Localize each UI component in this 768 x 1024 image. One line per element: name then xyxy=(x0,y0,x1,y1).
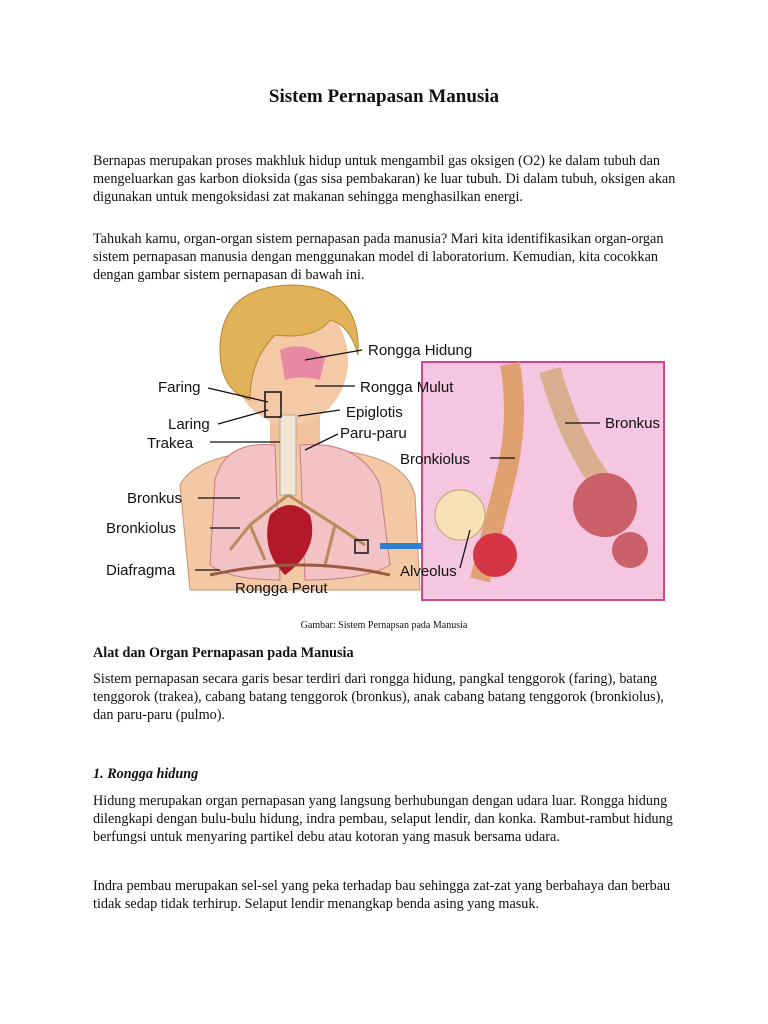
alveolus-inset xyxy=(422,362,664,600)
subsection-paragraph-1: Hidung merupakan organ pernapasan yang langsung berhubungan dengan udara luar. Rongga hidung dilengkapi dengan bulu-bulu hidung, indra pembau, selaput lendir, dan konka. Rambut-rambut hidung berfungsi untuk menyaring partikel debu atau kotoran yang masuk bersama udara. xyxy=(93,793,673,845)
label-rongga-mulut: Rongga Mulut xyxy=(360,379,454,396)
section-heading: Alat dan Organ Pernapasan pada Manusia xyxy=(93,645,354,661)
figure-caption: Gambar: Sistem Pernapsan pada Manusia xyxy=(300,620,468,631)
label-rongga-hidung: Rongga Hidung xyxy=(368,342,473,359)
intro-paragraph-2: Tahukah kamu, organ-organ sistem pernapasan pada manusia? Mari kita identifikasikan organ-organ sistem pernapasan manusia dengan menggunakan model di laboratorium. Kemudian, kita cocokkan dengan gambar sistem pernapasan di bawah ini. xyxy=(93,231,664,283)
label-alveolus: Alveolus xyxy=(400,563,457,580)
label-laring: Laring xyxy=(168,416,210,433)
label-rongga-perut: Rongga Perut xyxy=(235,580,328,597)
label-faring: Faring xyxy=(158,379,201,396)
intro-paragraph-1: Bernapas merupakan proses makhluk hidup untuk mengambil gas oksigen (O2) ke dalam tubuh dan mengeluarkan gas karbon dioksida (gas sisa pembakaran) ke luar tubuh. Di dalam tubuh, oksigen akan digunakan untuk mengoksidasi zat makanan sehingga menghasilkan energi. xyxy=(93,153,676,205)
label-diafragma: Diafragma xyxy=(106,562,176,579)
page-title: Sistem Pernapasan Manusia xyxy=(268,86,500,107)
label-bronkus-left: Bronkus xyxy=(127,490,183,507)
subsection-heading: 1. Rongga hidung xyxy=(93,766,199,782)
respiratory-system-figure xyxy=(100,280,670,605)
label-trakea: Trakea xyxy=(147,435,194,452)
label-bronkiolus-right: Bronkiolus xyxy=(400,451,471,468)
label-paru-paru: Paru-paru xyxy=(340,425,407,442)
label-bronkiolus-left: Bronkiolus xyxy=(106,520,177,537)
section-paragraph: Sistem pernapasan secara garis besar terdiri dari rongga hidung, pangkal tenggorok (faring), batang tenggorok (trakea), cabang batang tenggorok (bronkus), anak cabang batang tenggorok (bronkiolus), dan paru-paru (pulmo). xyxy=(93,671,664,723)
subsection-paragraph-2: Indra pembau merupakan sel-sel yang peka terhadap bau sehingga zat-zat yang berbahaya dan berbau tidak sedap tidak terhirup. Selaput lendir menangkap benda asing yang masuk. xyxy=(93,878,671,912)
label-epiglotis: Epiglotis xyxy=(346,404,403,421)
label-bronkus-right: Bronkus xyxy=(605,415,661,432)
